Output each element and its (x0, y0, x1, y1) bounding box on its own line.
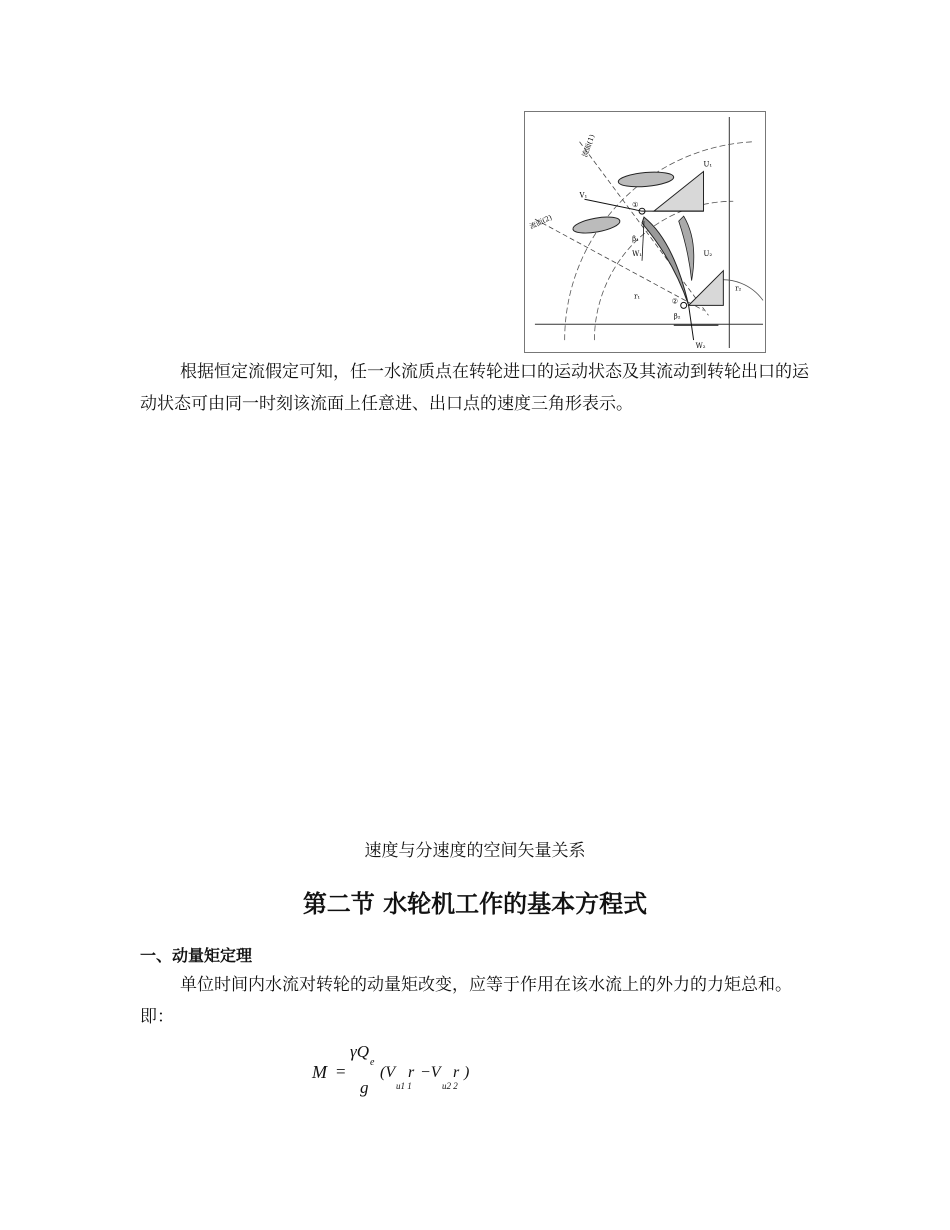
formula-denominator: g (360, 1078, 369, 1097)
formula-sub1: u1 1 (396, 1081, 412, 1091)
point1-label: ① (632, 201, 639, 210)
velocity-vector-figure (524, 111, 766, 353)
formula-equals: = (336, 1062, 346, 1081)
paragraph-momentum-theorem (140, 969, 820, 1033)
beta1-label: β₁ (632, 234, 639, 243)
subsection-title: 一、动量矩定理 (140, 946, 253, 965)
formula-numerator-subscript: e (370, 1057, 375, 1068)
w2-label: W₂ (695, 342, 706, 351)
formula-minus: −V (420, 1064, 441, 1081)
streamline-upper-label: 流面(1) (580, 133, 597, 159)
beta2-label: β₂ (673, 312, 681, 321)
formula-numerator: γQ (350, 1042, 369, 1061)
formula-r2: r (453, 1064, 460, 1081)
formula-close: ) (464, 1064, 470, 1081)
velocity-diagram (525, 112, 765, 352)
point2-label: ② (671, 297, 679, 306)
formula-sub2: u2 2 (442, 1081, 458, 1091)
w1-label: W₁ (632, 249, 643, 258)
paragraph-steady-flow (140, 356, 820, 420)
streamline-lower-label: 流面(2) (528, 213, 554, 231)
u1-label: U₁ (703, 160, 713, 169)
section-title: 第二节 水轮机工作的基本方程式 (302, 890, 648, 918)
formula-lhs: M (312, 1062, 327, 1082)
formula-r1: r (408, 1064, 415, 1081)
paragraph1-text: 根据恒定流假定可知，任一水流质点在转轮进口的运动状态及其流动到转轮出口的运动状态可由同一时刻该流面上任意进、出口点的速度三角形表示。 (140, 362, 809, 414)
outlet-point (681, 302, 687, 308)
paragraph2-text: 单位时间内水流对转轮的动量矩改变，应等于作用在该水流上的外力的力矩总和。即： (140, 975, 792, 1027)
r2-label: r₂ (735, 284, 742, 293)
figure-caption: 速度与分速度的空间矢量关系 (364, 841, 586, 861)
r1-label: r₁ (634, 292, 641, 301)
formula-open: (V (380, 1064, 396, 1081)
v1-label: V₁ (579, 191, 588, 200)
u2-label: U₂ (703, 249, 713, 258)
momentum-formula (300, 1040, 520, 1100)
